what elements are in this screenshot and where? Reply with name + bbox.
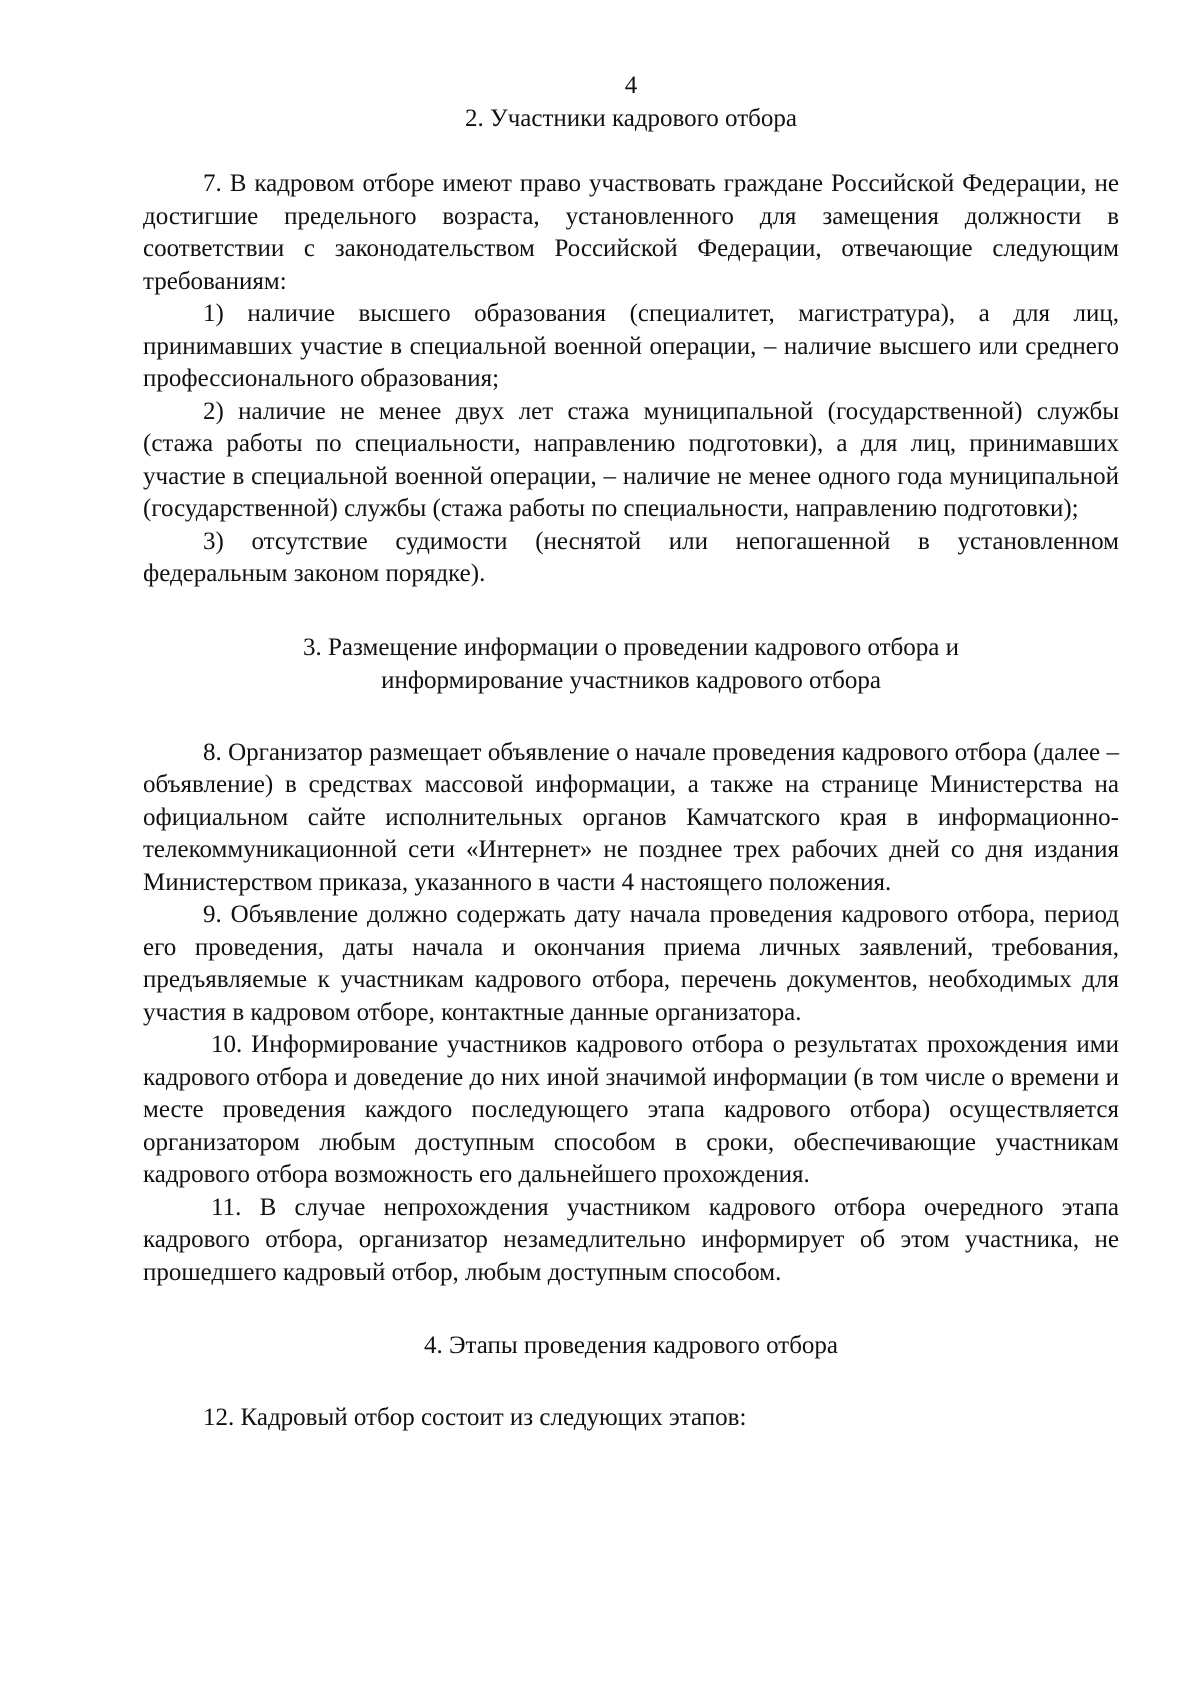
section-heading-3-line-1: 3. Размещение информации о проведении кадрового отбора и <box>303 633 959 661</box>
paragraph-7-item-1: 1) наличие высшего образования (специалитет, магистратура), а для лиц, принимавших участие в специальной военной операции, – наличие высшего или среднего профессионального образования; <box>143 300 1119 392</box>
paragraph-7-item-3: 3) отсутствие судимости (неснятой или непогашенной в установленном федеральным законом порядке). <box>143 527 1119 587</box>
section-heading-2: 2. Участники кадрового отбора <box>465 105 797 132</box>
section-heading-4: 4. Этапы проведения кадрового отбора <box>423 1332 839 1359</box>
paragraph-9: 9. Объявление должно содержать дату начала проведения кадрового отбора, период его проведения, даты начала и окончания приема личных заявлений, требования, предъявляемые к участникам кадрового отбора, перечень документов, необходимых для участия в кадровом отборе, контактные данные организатора. <box>143 901 1119 1026</box>
page-number: 4 <box>624 72 638 99</box>
paragraph-7: 7. В кадровом отборе имеют право участвовать граждане Российской Федерации, не достигшие предельного возраста, установленного для замещения должности в соответствии с законодательством Российской Федерации, отвечающие следующим требованиям: <box>143 170 1119 295</box>
paragraph-12: 12. Кадровый отбор состоит из следующих этапов: <box>203 1404 747 1431</box>
paragraph-10: 10. Информирование участников кадрового отбора о результатах прохождения ими кадрового отбора и доведение до них иной значимой информации (в том числе о времени и месте проведения каждого последующего этапа кадрового отбора) осуществляется организатором любым доступным способом в сроки, обеспечивающие участникам кадрового отбора возможность его дальнейшего прохождения. <box>143 1031 1119 1188</box>
paragraph-8: 8. Организатор размещает объявление о начале проведения кадрового отбора (далее – объявление) в средствах массовой информации, а также на странице Министерства на официальном сайте исполнительных органов Камчатского края в информационно-телекоммуникационной сети «Интернет» не позднее трех рабочих дней со дня издания Министерством приказа, указанного в части 4 настоящего положения. <box>143 738 1119 896</box>
paragraph-7-item-2: 2) наличие не менее двух лет стажа муниципальной (государственной) службы (стажа работы по специальности, направлению подготовки), а для лиц, принимавших участие в специальной военной операции, – наличие не менее одного года муниципальной (государственной) службы (стажа работы по специальности, направлению подготовки); <box>143 397 1119 522</box>
document-page <box>143 70 1119 1435</box>
section-heading-3 <box>143 631 1119 697</box>
section-heading-3-line-2: информирование участников кадрового отбора <box>381 666 881 694</box>
paragraph-11: 11. В случае непрохождения участником кадрового отбора очередного этапа кадрового отбора, организатор незамедлительно информирует об этом участника, не прошедшего кадровый отбор, любым доступным способом. <box>143 1193 1119 1286</box>
